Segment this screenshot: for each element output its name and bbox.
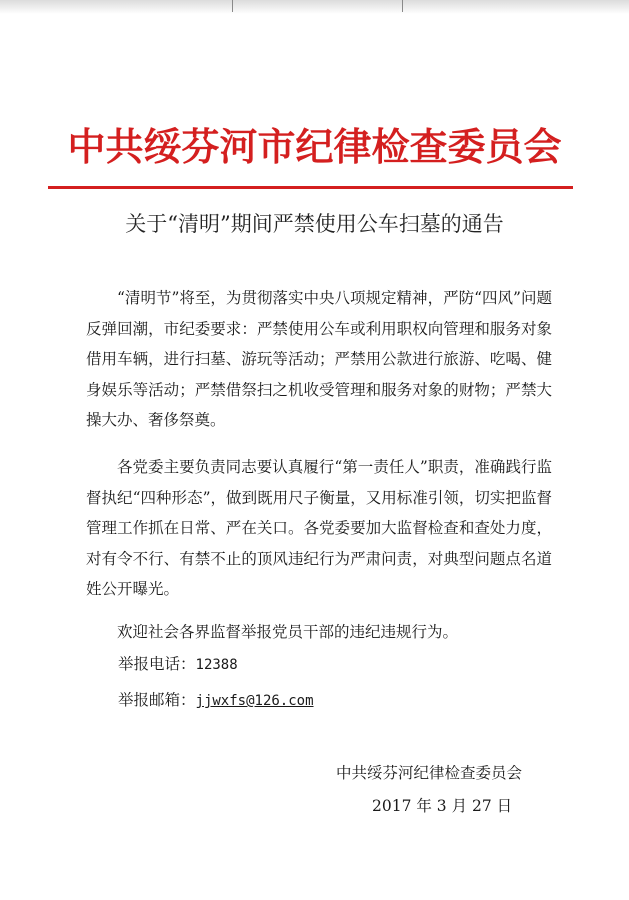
notice-title: 关于“清明”期间严禁使用公车扫墓的通告 (125, 212, 504, 236)
report-phone-number: 12388 (195, 657, 238, 673)
report-phone-line (118, 649, 238, 680)
scan-mark-left (232, 0, 233, 12)
scan-mark-right (402, 0, 403, 12)
body-paragraph-3: 欢迎社会各界监督举报党员干部的违纪违规行为。 (117, 623, 459, 641)
body-paragraph-1: “清明节”将至，为贯彻落实中央八项规定精神，严防“四风”问题反弹回潮，市纪委要求：严禁使用公车或利用职权向管理和服务对象借用车辆，进行扫墓、游玩等活动；严禁用公款进行旅游、吃喝、健身娱乐等活动；严禁借祭扫之机收受管理和服务对象的财物；严禁大操大办、奢侈祭奠。 (86, 289, 552, 429)
report-email-line (118, 685, 314, 716)
red-header-rule (48, 186, 573, 189)
signature-date: 2017 年 3 月 27 日 (372, 797, 513, 815)
scan-top-edge (0, 0, 629, 14)
report-phone-label: 举报电话： (118, 655, 196, 673)
report-email-label: 举报邮箱： (118, 691, 196, 709)
report-email-link[interactable]: jjwxfs@126.com (195, 693, 314, 709)
body-paragraph-2: 各党委主要负责同志要认真履行“第一责任人”职责，准确践行监督执纪“四种形态”，做到既用尺子衡量，又用标准引领，切实把监督管理工作抓在日常、严在关口。各党委要加大监督检查和查处力度，对有令不行、有禁不止的顶风违纪行为严肃问责，对典型问题点名道姓公开曝光。 (86, 458, 552, 598)
signature-org: 中共绥芬河纪律检查委员会 (336, 764, 523, 782)
org-red-header: 中共绥芬河市纪律检查委员会 (67, 124, 562, 169)
